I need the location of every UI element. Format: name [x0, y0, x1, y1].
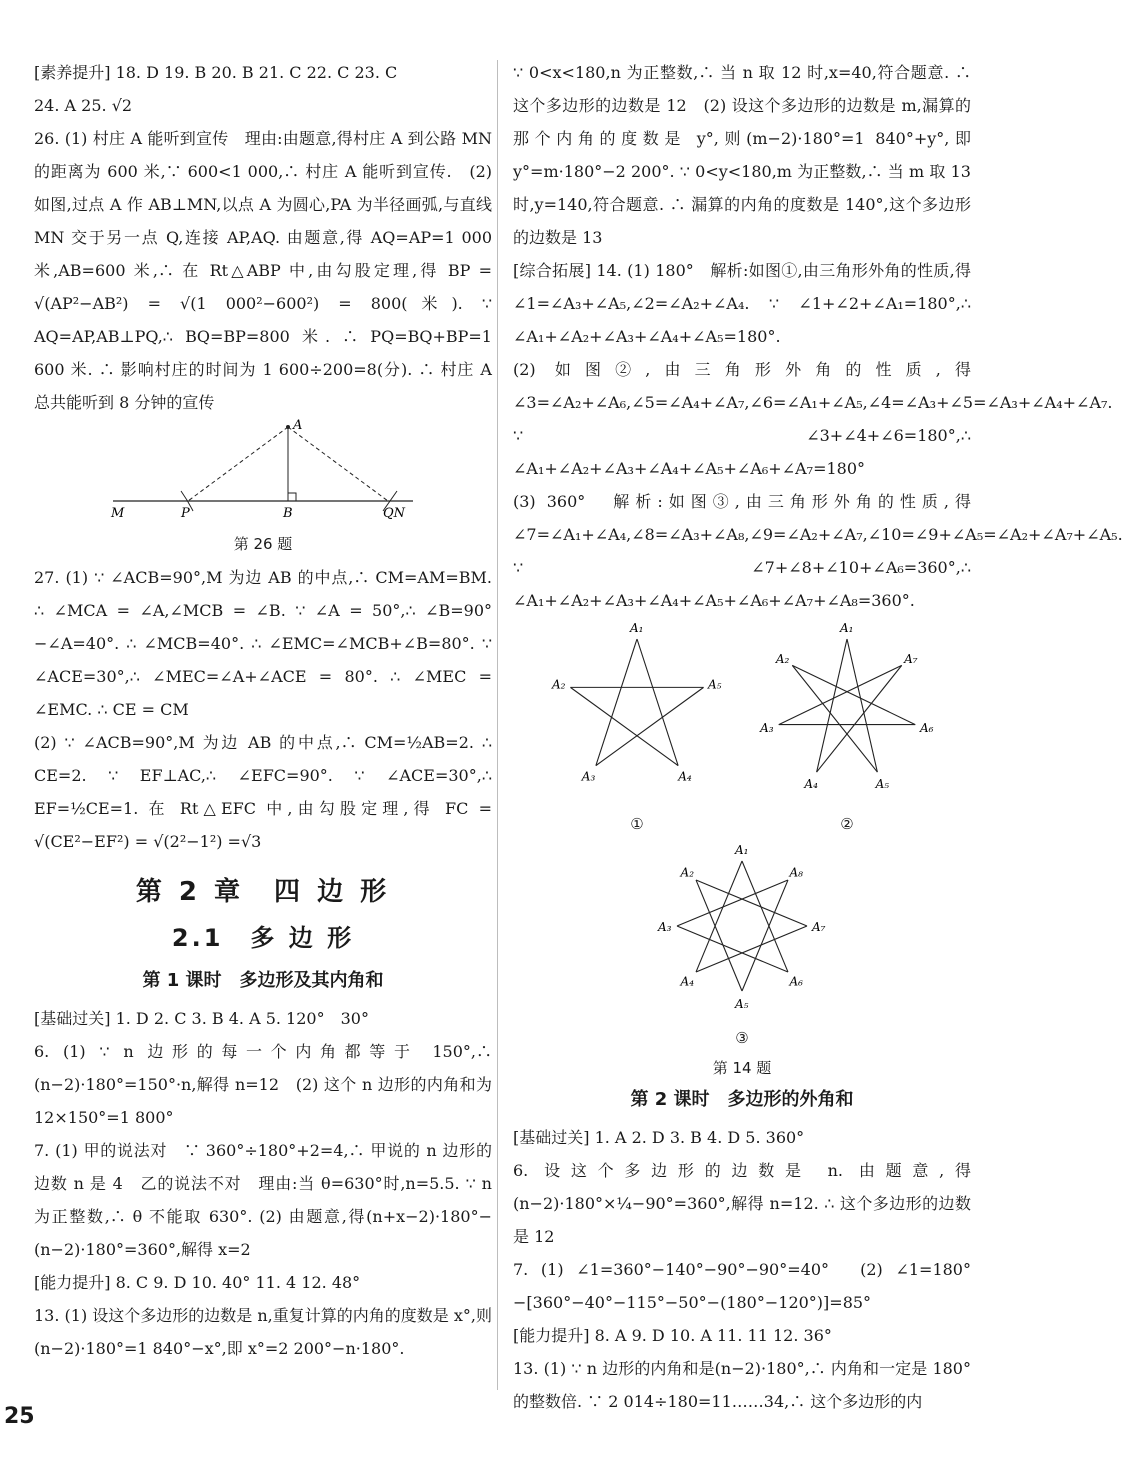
question-13-right: 13. (1) ∵ n 边形的内角和是(n−2)·180°,∴ 内角和一定是 180°的整数倍. ∵ 2 014÷180=11……34,∴ 这个多边形的内	[513, 1359, 971, 1411]
star-vertex-label: A₇	[812, 920, 826, 934]
star-vertex-label: A₅	[707, 677, 722, 692]
star-vertex-label: A₄	[680, 974, 695, 989]
question-6-right: 6. 设这个多边形的边数是 n. 由题意,得(n−2)·180°×¼−90°=360°,解得 n=12. ∴ 这个多边形的边数是 12	[513, 1161, 971, 1246]
page-number: 25	[4, 1404, 35, 1429]
star-figure-1	[552, 617, 722, 841]
figure-26-caption: 第 26 题	[233, 535, 293, 553]
label-qn: QN	[383, 506, 406, 521]
basic-answers-2: [基础过关] 1. A 2. D 3. B 4. D 5. 360°	[513, 1128, 805, 1147]
star-figure-3	[657, 841, 827, 1055]
star-vertex-label: A₆	[789, 974, 803, 989]
star-edge	[779, 665, 902, 724]
question-14-part3: (3) 360° 解析:如图③,由三角形外角的性质,得∠7=∠A₁+∠A₄,∠8=∠A₃+∠A₈,∠9=∠A₂+∠A₇,∠10=∠9+∠A₅=∠A₂+∠A₇+∠A₅. ∵ ∠7+∠8+∠10+∠A₆=360°,∴ ∠A₁+∠A₂+∠A₃+∠A₄+∠A₅+∠A₆+∠A₇+∠A₈=360°.	[513, 492, 1123, 610]
segment-ap	[188, 427, 288, 501]
star-vertex-label: A₂	[552, 677, 566, 692]
star-vertex-label: A₂	[680, 865, 695, 880]
star-edge	[596, 639, 637, 766]
star-edge	[637, 639, 678, 766]
star-edge	[596, 687, 704, 765]
figure-3-label: ③	[735, 1029, 749, 1047]
figure-14-top-row	[513, 617, 971, 841]
star-vertex-label: A₅	[875, 776, 890, 791]
chapter-title: 第 2 章 四 边 形	[135, 877, 391, 907]
figure-2-label: ②	[840, 815, 854, 833]
question-27-part2: (2) ∵ ∠ACB=90°,M 为边 AB 的中点,∴ CM=½AB=2. ∴ CE=2. ∵ EF⊥AC,∴ ∠EFC=90°. ∵ ∠ACE=30°,∴ EF=½CE=1. 在 Rt△EFC 中,由勾股定理,得 FC = √(CE²−EF²) = √(2²−1²) =√3	[34, 733, 492, 851]
star-edge	[792, 665, 915, 724]
star-vertex-label: A₁	[735, 843, 749, 857]
star-vertex-label: A₃	[581, 769, 596, 784]
star-edge	[817, 639, 847, 772]
star-edge	[570, 687, 678, 765]
star-vertex-label: A₅	[735, 997, 749, 1011]
star-edge	[792, 665, 877, 772]
question-7-right: 7. (1) ∠1=360°−140°−90°−90°=40° (2) ∠1=180°−[360°−40°−115°−50°−(180°−120°)]=85°	[513, 1260, 971, 1312]
star-figure-2	[762, 617, 932, 841]
star-vertex-label: A₃	[658, 920, 672, 934]
label-b: B	[283, 506, 293, 521]
point-a	[286, 425, 290, 429]
star-vertex-label: A₇	[904, 651, 918, 666]
star-vertex-label: A₁	[630, 621, 644, 635]
question-14-part2: (2) 如图②,由三角形外角的性质,得∠3=∠A₂+∠A₆,∠5=∠A₄+∠A₇,∠6=∠A₁+∠A₅,∠4=∠A₃+∠5=∠A₃+∠A₄+∠A₇. ∵ ∠3+∠4+∠6=180°,∴ ∠A₁+∠A₂+∠A₃+∠A₄+∠A₅+∠A₆+∠A₇=180°	[513, 360, 1113, 478]
question-27-part1: 27. (1) ∵ ∠ACB=90°,M 为边 AB 的中点,∴ CM=AM=BM. ∴ ∠MCA = ∠A,∠MCB = ∠B. ∵ ∠A = 50°,∴ ∠B=90°−∠A=40°. ∴ ∠MCB=40°. ∴ ∠EMC=∠MCB+∠B=80°. ∵ ∠ACE=30°,∴ ∠MEC=∠A+∠ACE = 80°. ∴ ∠MEC = ∠EMC. ∴ CE = CM	[34, 568, 492, 719]
section-title: 2.1 多 边 形	[171, 924, 355, 952]
star-vertex-label: A₂	[775, 651, 790, 666]
label-a: A	[293, 418, 303, 433]
star-vertex-label: A₃	[760, 721, 774, 736]
figure-1-label: ①	[630, 815, 644, 833]
figure-14-caption: 第 14 题	[712, 1059, 772, 1077]
label-m: M	[111, 506, 125, 521]
question-13: 13. (1) 设这个多边形的边数是 n,重复计算的内角的度数是 x°,则(n−2)·180°=1 840°−x°,即 x°=2 200°−n·180°.	[34, 1306, 492, 1358]
star-edge	[847, 639, 877, 772]
column-divider	[497, 60, 498, 1390]
figure-26	[34, 419, 492, 531]
star-vertex-label: A₈	[789, 865, 803, 880]
basic-answers: [基础过关] 1. D 2. C 3. B 4. A 5. 120° 30°	[34, 1009, 369, 1028]
question-7: 7. (1) 甲的说法对 ∵ 360°÷180°+2=4,∴ 甲说的 n 边形的边数 n 是 4 乙的说法不对 理由:当 θ=630°时,n=5.5. ∵ n 为正整数,∴ θ 不能取 630°. (2) 由题意,得(n+x−2)·180°−(n−2)·180°=360°,解得 x=2	[34, 1141, 492, 1259]
star-3-diagram	[657, 841, 827, 1011]
star-vertex-label: A₄	[678, 769, 692, 784]
lesson-1-title: 第 1 课时 多边形及其内角和	[142, 970, 384, 991]
figure-26-diagram	[93, 419, 433, 519]
star-2-diagram	[762, 617, 932, 797]
figure-14-bottom-row	[513, 841, 971, 1055]
left-column	[34, 56, 492, 1365]
question-26: 26. (1) 村庄 A 能听到宣传 理由:由题意,得村庄 A 到公路 MN 的距离为 600 米,∵ 600<1 000,∴ 村庄 A 能听到宣传. (2) 如图,过点 A 作 AB⊥MN,以点 A 为圆心,PA 为半径画弧,与直线 MN 交于另一点 Q,连接 AP,AQ. 由题意,得 AQ=AP=1 000 米,AB=600 米,∴ 在 Rt△ABP 中,由勾股定理,得 BP = √(AP²−AB²) = √(1 000²−600²) = 800(米). ∵ AQ=AP,AB⊥PQ,∴ BQ=BP=800 米. ∴ PQ=BQ+BP=1 600 米. ∴ 影响村庄的时间为 1 600÷200=8(分). ∴ 村庄 A 总共能听到 8 分钟的宣传	[34, 129, 492, 412]
lesson-2-title: 第 2 课时 多边形的外角和	[630, 1089, 854, 1110]
answer-line-1: [素养提升] 18. D 19. B 20. B 21. C 22. C 23. C	[34, 63, 398, 82]
segment-aq	[288, 427, 388, 501]
question-6: 6. (1) ∵ n 边形的每一个内角都等于 150°,∴ (n−2)·180°=150°·n,解得 n=12 (2) 这个 n 边形的内角和为 12×150°=1 800°	[34, 1042, 492, 1127]
star-vertex-label: A₆	[919, 721, 934, 736]
question-13-continued: ∵ 0<x<180,n 为正整数,∴ 当 n 取 12 时,x=40,符合题意. ∴ 这个多边形的边数是 12 (2) 设这个多边形的边数是 m,漏算的那个内角的度数是 y°,则(m−2)·180°=1 840°+y°,即 y°=m·180°−2 200°. ∵ 0<y<180,m 为正整数,∴ 当 m 取 13 时,y=140,符合题意. ∴ 漏算的内角的度数是 140°,这个多边形的边数是 13	[513, 63, 971, 247]
star-edge	[817, 665, 902, 772]
question-14-part1: [综合拓展] 14. (1) 180° 解析:如图①,由三角形外角的性质,得∠1=∠A₃+∠A₅,∠2=∠A₂+∠A₄. ∵ ∠1+∠2+∠A₁=180°,∴ ∠A₁+∠A₂+∠A₃+∠A₄+∠A₅=180°.	[513, 261, 971, 346]
star-vertex-label: A₄	[804, 776, 818, 791]
star-1-diagram	[552, 617, 722, 797]
star-vertex-label: A₁	[840, 621, 854, 635]
ability-answers: [能力提升] 8. C 9. D 10. 40° 11. 4 12. 48°	[34, 1273, 361, 1292]
right-column	[513, 56, 1123, 1418]
answer-line-2: 24. A 25. √2	[34, 96, 133, 115]
right-angle-mark	[288, 493, 296, 501]
label-p: P	[181, 506, 190, 521]
ability-answers-2: [能力提升] 8. A 9. D 10. A 11. 11 12. 36°	[513, 1326, 832, 1345]
